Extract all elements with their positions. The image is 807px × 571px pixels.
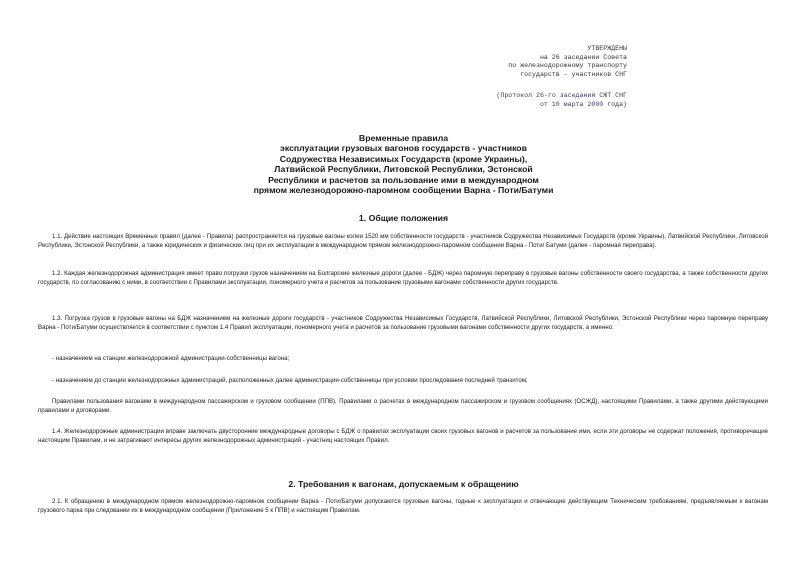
- paragraph-1-4: 1.4. Железнодорожные администрации вправе заключать двусторонние международные договоры с БДЖ о правилах эксплуатации своих грузовых вагонов и расчетов за пользование ими, если эти договоры не содержат положения, противоречащие настоящим Правилам, и не затрагивают интересы других железнодорожных администраций - участниц настоящих Правил.: [38, 428, 768, 444]
- approval-line: УТВЕРЖДЕНЫ: [587, 45, 627, 52]
- list-item-dash-1: - назначением на станции железнодорожной администрации-собственницы вагона;: [52, 355, 290, 362]
- section-heading-2: 2. Требования к вагонам, допускаемым к обращению: [288, 479, 519, 489]
- list-item-dash-2: - назначением до станции железнодорожных администраций, расположенных далее администрации-собственницы при условии проследования последней транзитом;: [52, 377, 528, 384]
- paragraph-rules-list: Правилами пользования вагонами в международном пассажирском и грузовом сообщении (ППВ), Правилами о расчетах в международном пассажирском и грузовом сообщениях (ОСЖД), настоящими Правилами, а также другими действующими правилами и договорами.: [38, 398, 768, 414]
- title-line: Республики и расчетов за пользование ими в международном: [268, 174, 539, 185]
- title-line: прямом железнодорожно-паромном сообщении Варна - Поти/Батуми: [253, 185, 554, 196]
- approval-line: на 26 заседании Совета: [539, 53, 627, 61]
- document-title: [0, 133, 807, 195]
- approval-stamp: [496, 45, 627, 110]
- paragraph-1-3: 1.3. Погрузка грузов в грузовые вагоны на БДЖ назначением на железные дороги государств - участников Содружества Независимых Государств, Латвийской Республики, Литовской Республики, Эстонской Республики через паромную переправу Варна - Поти/Батуми осуществляется в соответствии с пунктом 1.4 Правил эксплуатации, пономерного учета и расчетов за пользование грузовыми вагонами собственности других государств, а именно:: [38, 315, 768, 331]
- protocol-line: от 10 марта 2000 года): [539, 100, 627, 108]
- title-line: Временные правила: [358, 133, 449, 143]
- title-line: Содружества Независимых Государств (кроме Украины),: [279, 153, 528, 164]
- title-line: эксплуатации грузовых вагонов государств - участников: [280, 143, 527, 154]
- paragraph-2-1: 2.1. К обращению в международном прямом железнодорожно-паромном сообщении Варна - Поти/Батуми допускаются грузовые вагоны, годные к эксплуатации и отвечающие действующим Техническим требованиям, предъявляемым к вагонам грузового парка при следовании их в международном сообщении (Приложение 5 к ППВ) и настоящим Правилам.: [38, 498, 768, 514]
- approval-line: по железнодорожному транспорту: [508, 62, 627, 70]
- paragraph-1-1: 1.1. Действие настоящих Временных правил (далее - Правила) распространяется на грузовые вагоны колеи 1520 мм собственности государств - участников Содружества Независимых Государств (кроме Украины), Латвийской Республики, Литовской Республики, Эстонской Республики, а также юридических и физических лиц при их эксплуатации в международном прямом железнодорожно-паромном сообщении Варна - Поти/ Батуми (далее - паромная переправа).: [38, 233, 768, 249]
- paragraph-1-2: 1.2. Каждая железнодорожная администрация имеет право погрузки грузов назначением на Болгарские железные дороги (далее - БДЖ) через паромную переправу в грузовые вагоны собственности своего государства, а также собственности других государств, по согласованию с ними, в соответствии с Правилами эксплуатации, пономерного учета и расчетов за пользование грузовыми вагонами собственности других государств.: [38, 270, 768, 286]
- protocol-line: (Протокол 26-го заседания СЖТ СНГ: [496, 92, 627, 100]
- title-line: Латвийской Республики, Литовской Республики, Эстонской: [274, 164, 533, 175]
- section-heading-1: 1. Общие положения: [358, 213, 449, 223]
- approval-line: государств - участников СНГ: [520, 70, 627, 78]
